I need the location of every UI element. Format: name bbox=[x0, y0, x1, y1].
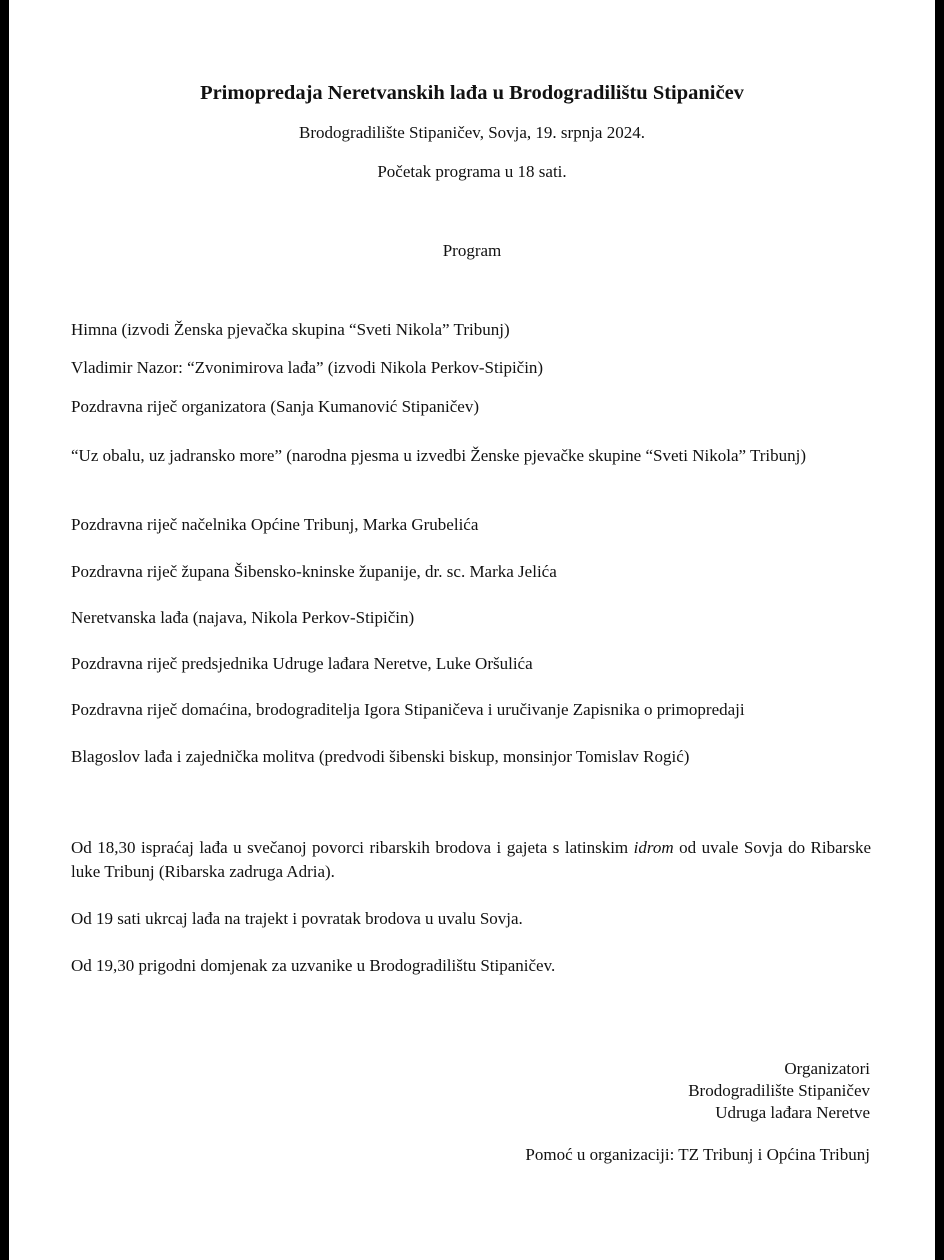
schedule-item: Od 19,30 prigodni domjenak za uzvanike u Brodogradilištu Stipaničev. bbox=[71, 956, 556, 975]
program-item: Pozdravna riječ župana Šibensko-kninske županije, dr. sc. Marka Jelića bbox=[71, 562, 557, 581]
program-heading: Program bbox=[442, 241, 502, 260]
program-item: Blagoslov lađa i zajednička molitva (predvodi šibenski biskup, monsinjor Tomislav Rogić) bbox=[71, 747, 690, 766]
location-date: Brodogradilište Stipaničev, Sovja, 19. srpnja 2024. bbox=[299, 123, 645, 142]
program-item: Vladimir Nazor: “Zvonimirova lađa” (izvodi Nikola Perkov-Stipičin) bbox=[71, 358, 544, 377]
start-time: Početak programa u 18 sati. bbox=[377, 162, 567, 181]
program-item: Himna (izvodi Ženska pjevačka skupina “Sveti Nikola” Tribunj) bbox=[71, 320, 510, 339]
program-item: Neretvanska lađa (najava, Nikola Perkov-Stipičin) bbox=[71, 608, 415, 627]
schedule-item bbox=[71, 836, 871, 884]
program-item: Pozdravna riječ načelnika Općine Tribunj, Marka Grubelića bbox=[71, 515, 479, 534]
organizer-name: Udruga lađara Neretve bbox=[715, 1103, 870, 1122]
organizer-name: Brodogradilište Stipaničev bbox=[688, 1081, 870, 1100]
schedule-text: Od 18,30 ispraćaj lađa u svečanoj povorci ribarskih brodova i gajeta s latinskim bbox=[71, 838, 634, 857]
document-title: Primopredaja Neretvanskih lađa u Brodogradilištu Stipaničev bbox=[200, 82, 744, 104]
program-item: “Uz obalu, uz jadransko more” (narodna pjesma u izvedbi Ženske pjevačke skupine “Sveti Nikola” Tribunj) bbox=[71, 446, 807, 465]
schedule-italic-word: idrom bbox=[633, 838, 674, 857]
program-item: Pozdravna riječ domaćina, brodograditelja Igora Stipaničeva i uručivanje Zapisnika o primopredaji bbox=[71, 700, 745, 719]
document-page bbox=[9, 0, 935, 1260]
organizers-label: Organizatori bbox=[784, 1059, 870, 1078]
program-item: Pozdravna riječ organizatora (Sanja Kumanović Stipaničev) bbox=[71, 397, 480, 416]
schedule-item: Od 19 sati ukrcaj lađa na trajekt i povratak brodova u uvalu Sovja. bbox=[71, 909, 523, 928]
program-item: Pozdravna riječ predsjednika Udruge lađara Neretve, Luke Oršulića bbox=[71, 654, 533, 673]
assistance-note: Pomoć u organizaciji: TZ Tribunj i Općina Tribunj bbox=[525, 1145, 870, 1164]
schedule-text: od uvale Sovja do Ribarske luke Tribunj (Ribarska zadruga Adria). bbox=[71, 838, 871, 881]
